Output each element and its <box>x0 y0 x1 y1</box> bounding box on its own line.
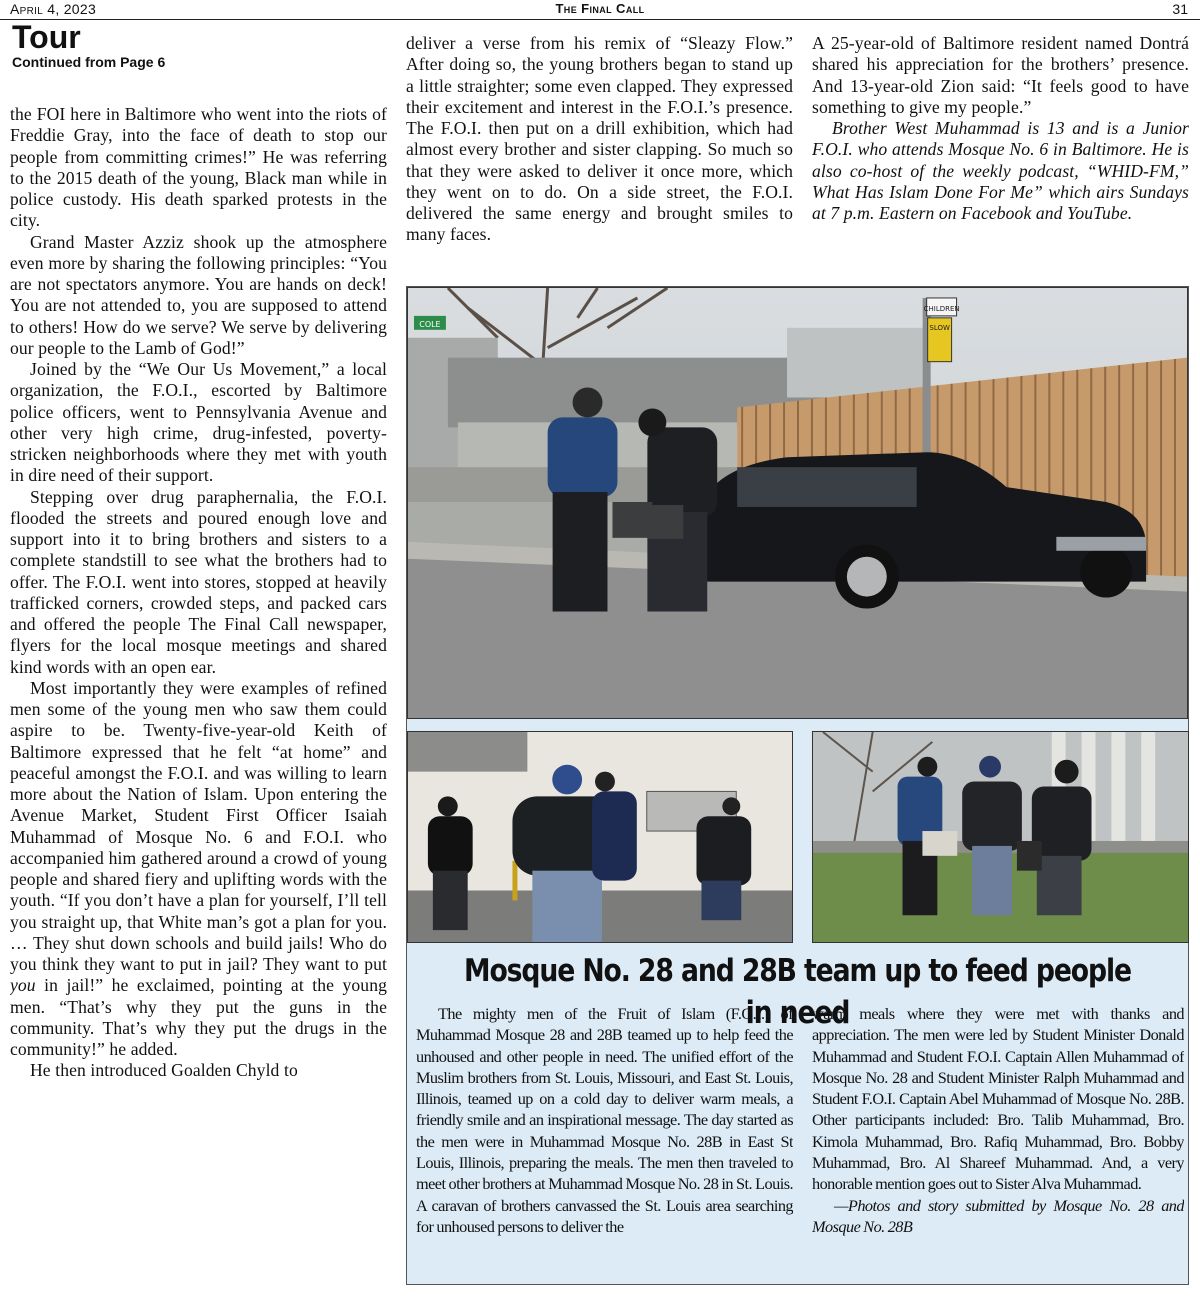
paragraph: Joined by the “We Our Us Movement,” a local organization, the F.O.I., escorted by Baltimore police officers, went to Pennsylvania Avenue and other very high crime, drug-infested, poverty-stricken neighborhoods where they met with youth in dire need of their support. <box>10 359 387 486</box>
sign-slow-text: SLOW <box>929 323 950 332</box>
article-title: Tour <box>12 19 81 55</box>
paragraph: A 25-year-old of Baltimore resident named Dontrá shared his appreciation for the brothers’ presence. And 13-year-old Zion said: “It feels good to have something to give my people.” <box>812 33 1189 117</box>
paragraph: He then introduced Goalden Chyld to <box>30 1060 298 1081</box>
main-photo <box>407 287 1188 719</box>
paragraph: Stepping over drug paraphernalia, the F.O.I. flooded the streets and poured enough love and support into it to bring brothers and sisters to a complete standstill to see what the brothers had to offer. The F.O.I. went into stores, stopped at heavily trafficked corners, crowded steps, and packed cars and offered the people The Final Call newspaper, flyers for the local mosque meetings and shared kind words with an open ear. <box>10 486 387 677</box>
sign-children-text: CHILDREN <box>923 304 960 313</box>
article-column-2 <box>406 33 793 269</box>
quote-text: in jail!” he exclaimed, pointing at the young men. “That’s why they put the guns in the community. That’s why they put the drugs in the community!” he added. <box>10 975 387 1059</box>
paragraph <box>10 678 387 1061</box>
photo-men-walking <box>407 731 793 943</box>
article-column-1 <box>10 104 387 1284</box>
paragraph: deliver a verse from his remix of “Sleazy Flow.” After doing so, the young brothers began to stand up a little straighter; some even clapped. They expressed their excitement and interest in the F.O.I.’s presence. The F.O.I. then put on a drill exhibition, which had almost every brother and sister clapping. So much so that they were asked to deliver it once more, which they went on to do. On a side street, the F.O.I. delivered the same energy and brought smiles to many faces. <box>406 33 793 245</box>
quote-text: “If you don’t have a plan for yourself, I’ll tell you straight up, that White man’s got a plan for you. … They shut down schools and build jails! Who do you think they want to put in jail? They want to put <box>10 890 387 974</box>
continued-note: Continued from Page 6 <box>12 54 166 70</box>
photo-men-in-park <box>812 731 1189 943</box>
feature-column-2 <box>812 1003 1184 1283</box>
paragraph-text: Most importantly they were examples of refined men some of the young men who saw them could aspire to be. Twenty-five-year-old Keith of Baltimore expressed that he felt “at home” and peaceful amongst the F.O.I. and was willing to learn more about the Nation of Islam. Upon entering the Avenue Market, Student First Officer Isaiah Muhammad of Mosque No. 6 and F.O.I. who accompanied him gathered around a crowd of young people and shared fiery and uplifting words with the youth. <box>10 677 387 911</box>
paragraph: Grand Master Azziz shook up the atmosphere even more by sharing the following principles: “You are not spectators anymore. You are hands on deck! You are not attended to, you are supposed to attend to others! How do we serve? We serve by delivering our people to the Lamb of God!” <box>10 231 387 358</box>
author-bio: Brother West Muhammad is 13 and is a Junior F.O.I. who attends Mosque No. 6 in Baltimore. He is also co-host of the weekly podcast, “WHID-FM,” What Has Islam Done For Me” which airs Sundays at 7 p.m. Eastern on Facebook and YouTube. <box>812 118 1189 223</box>
page-number: 31 <box>1172 1 1188 17</box>
emphasis-text: you <box>10 975 36 996</box>
feature-column-1 <box>416 1003 793 1283</box>
paragraph: warm meals where they were met with thanks and appreciation. The men were led by Student Minister Donald Muhammad and Student F.O.I. Captain Allen Muhammad of Mosque No. 28 and Student Minister Ralph Muhammad and Student F.O.I. Captain Abel Muhammad of Mosque No. 28B. Other participants included: Bro. Talib Muhammad, Bro. Kimola Muhammad, Bro. Rafiq Muhammad, Bro. Bobby Muhammad, Bro. Al Shareef Muhammad. And, a very honorable mention goes out to Sister Alva Muhammad. <box>812 1004 1184 1194</box>
article-column-3 <box>812 33 1189 269</box>
feature-headline: Mosque No. 28 and 28B team up to feed people in need <box>464 953 1131 1031</box>
paragraph: the FOI here in Baltimore who went into the riots of Freddie Gray, into the face of death to stop our people from committing crimes!” He was referring to the 2015 death of the young, Black man while in police custody. His death sparked protests in the city. <box>10 104 387 231</box>
street-sign-text: COLE <box>419 319 441 329</box>
issue-date: April 4, 2023 <box>10 1 97 17</box>
paragraph: The mighty men of the Fruit of Islam (F.O.I.) of Muhammad Mosque 28 and 28B teamed up to help feed the unhoused and other people in need. The unified effort of the Muslim brothers from St. Louis, Missouri, and East St. Louis, Illinois, teamed up on a cold day to deliver warm meals, a friendly smile and an inspirational message. The day started as the men were in Muhammad Mosque No. 28B in East St Louis, Illinois, preparing the meals. The men then traveled to meet other brothers at Muhammad Mosque No. 28 in St. Louis. A caravan of brothers canvassed the St. Louis area searching for unhoused persons to deliver the <box>416 1004 793 1236</box>
newspaper-name: The Final Call <box>555 1 645 16</box>
photo-credit: —Photos and story submitted by Mosque No. 28 and Mosque No. 28B <box>812 1195 1184 1236</box>
